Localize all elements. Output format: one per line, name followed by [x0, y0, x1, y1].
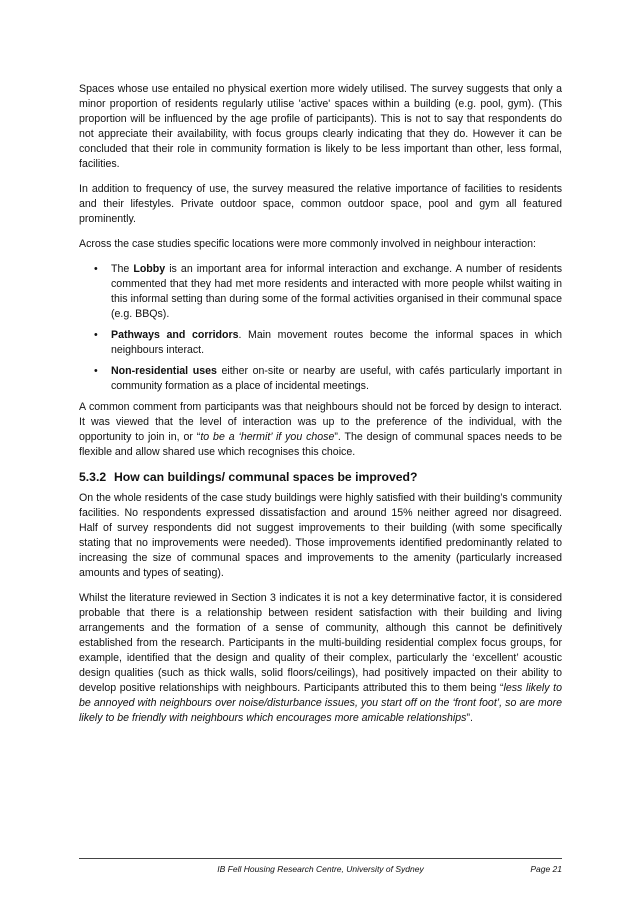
paragraph-text: ”.	[466, 712, 473, 724]
paragraph-text: Whilst the literature reviewed in Section 3 indicates it is not a key determinative factor, it is considered probable that there is a relationship between resident satisfaction with their building and living arrangements and the formation of a sense of community, although this cannot be definitively established from the research. Participants in the multi-building residential complex focus groups, for example, identified that the design and quality of their complex, particularly the ‘excellent’ acoustic design qualities (such as thick walls, solid floors/ceilings), had positively impacted on their ability to develop positive relationships with neighbours. Participants attributed this to them being “	[79, 592, 562, 694]
paragraph-literature	[79, 591, 562, 726]
paragraph-text: A common comment from participants was that neighbours should not be forced by design to interact. It was viewed that the level of interaction was up to the preference of the individual, with the opportunity to join in, or “	[79, 401, 562, 443]
bullet-marker: •	[94, 365, 98, 377]
bullet-text-pre: The	[111, 263, 134, 275]
bullet-bold-term: Lobby	[133, 263, 166, 275]
section-number: 5.3.2	[79, 470, 107, 484]
bullet-text-post: . Main movement routes become the informal spaces in which neighbours interact.	[111, 329, 562, 356]
location-bullet-list	[79, 262, 562, 394]
paragraph-no-forced-interaction	[79, 400, 562, 460]
bullet-item-pathways	[79, 328, 562, 358]
paragraph-case-studies-intro: Across the case studies specific locations were more commonly involved in neighbour interaction:	[79, 238, 536, 250]
quote-italic: to be a ‘hermit’ if you chose	[200, 431, 335, 443]
bullet-item-non-residential	[79, 364, 562, 394]
paragraph-satisfaction: On the whole residents of the case study buildings were highly satisfied with their building’s community facilities. No respondents expressed dissatisfaction and around 15% neither agreed nor disagreed. Half of survey respondents did not suggest improvements to their building (with some specifically stating that no improvements were needed). Those improvements identified predominantly related to increasing the size of communal spaces and improvements to the amenity (particularly increased amounts and types of seating).	[79, 492, 562, 579]
paragraph-facility-importance: In addition to frequency of use, the survey measured the relative importance of facilities to residents and their lifestyles. Private outdoor space, common outdoor space, pool and gym all featured prominently.	[79, 183, 562, 225]
bullet-marker: •	[94, 263, 98, 275]
body-content	[79, 82, 562, 736]
bullet-text-post: either on-site or nearby are useful, with cafés particularly important in community formation as a place of incidental meetings.	[111, 365, 563, 392]
bullet-bold-term: Non-residential uses	[111, 365, 217, 377]
footer-divider	[79, 858, 562, 859]
bullet-bold-term: Pathways and corridors	[111, 329, 239, 341]
bullet-item-lobby	[79, 262, 562, 322]
bullet-text-post: is an important area for informal interaction and exchange. A number of residents commented that they had met more residents and interacted with more people whilst waiting in this informal setting than during some of the formal activities organised in their communal space (e.g. BBQs).	[111, 263, 562, 320]
footer-source: IB Fell Housing Research Centre, University of Sydney	[217, 864, 424, 874]
bullet-marker: •	[94, 329, 98, 341]
section-heading	[79, 470, 562, 485]
quote-italic: less likely to be annoyed with neighbours over noise/disturbance issues, you start off on the ‘front foot’, so are more likely to be friendly with neighbours which encourages more amicable relationships	[79, 682, 562, 724]
paragraph-active-spaces: Spaces whose use entailed no physical exertion more widely utilised. The survey suggests that only a minor proportion of residents regularly utilise 'active' spaces within a building (e.g. pool, gym). (This proportion will be influenced by the age profile of participants). This is not to say that respondents do not appreciate their availability, with focus groups clearly indicating that they do. However it can be concluded that their role in community formation is likely to be less important than other, less formal, facilities.	[79, 83, 562, 170]
paragraph-text: ”. The design of communal spaces needs to be flexible and allow shared use which recognises this choice.	[79, 431, 562, 458]
page-footer	[79, 864, 562, 878]
page-number: Page 21	[530, 864, 562, 874]
section-title: How can buildings/ communal spaces be improved?	[114, 470, 418, 484]
